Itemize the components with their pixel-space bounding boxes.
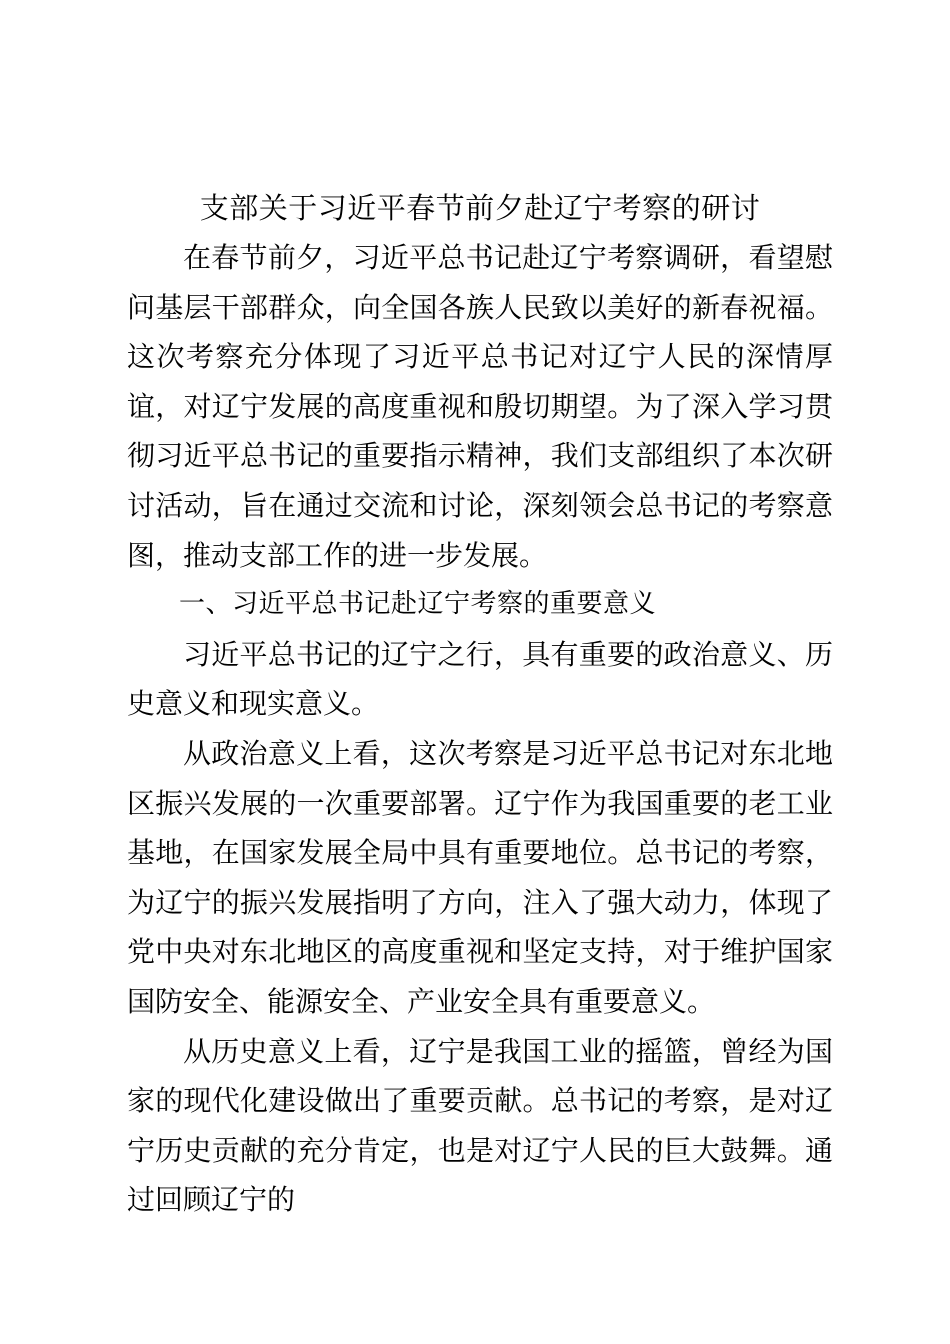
section1-paragraph-2: 从政治意义上看，这次考察是习近平总书记对东北地区振兴发展的一次重要部署。辽宁作为我国重要的老工业基地，在国家发展全局中具有重要地位。总书记的考察，为辽宁的振兴发展指明了方向，注入了强大动力，体现了党中央对东北地区的高度重视和坚定支持，对于维护国家国防安全、能源安全、产业安全具有重要意义。 <box>127 736 833 1018</box>
document-page <box>127 183 833 1225</box>
section1-paragraph-3: 从历史意义上看，辽宁是我国工业的摇篮，曾经为国家的现代化建设做出了重要贡献。总书记的考察，是对辽宁历史贡献的充分肯定，也是对辽宁人民的巨大鼓舞。通过回顾辽宁的 <box>127 1034 833 1217</box>
section1-paragraph-1: 习近平总书记的辽宁之行，具有重要的政治意义、历史意义和现实意义。 <box>127 637 833 721</box>
intro-paragraph: 在春节前夕，习近平总书记赴辽宁考察调研，看望慰问基层干部群众，向全国各族人民致以美好的新春祝福。这次考察充分体现了习近平总书记对辽宁人民的深情厚谊，对辽宁发展的高度重视和殷切期望。为了深入学习贯彻习近平总书记的重要指示精神，我们支部组织了本次研讨活动，旨在通过交流和讨论，深刻领会总书记的考察意图，推动支部工作的进一步发展。 <box>127 241 833 572</box>
section-heading-1: 一、习近平总书记赴辽宁考察的重要意义 <box>179 589 657 620</box>
document-title: 支部关于习近平春节前夕赴辽宁考察的研讨 <box>199 191 761 225</box>
